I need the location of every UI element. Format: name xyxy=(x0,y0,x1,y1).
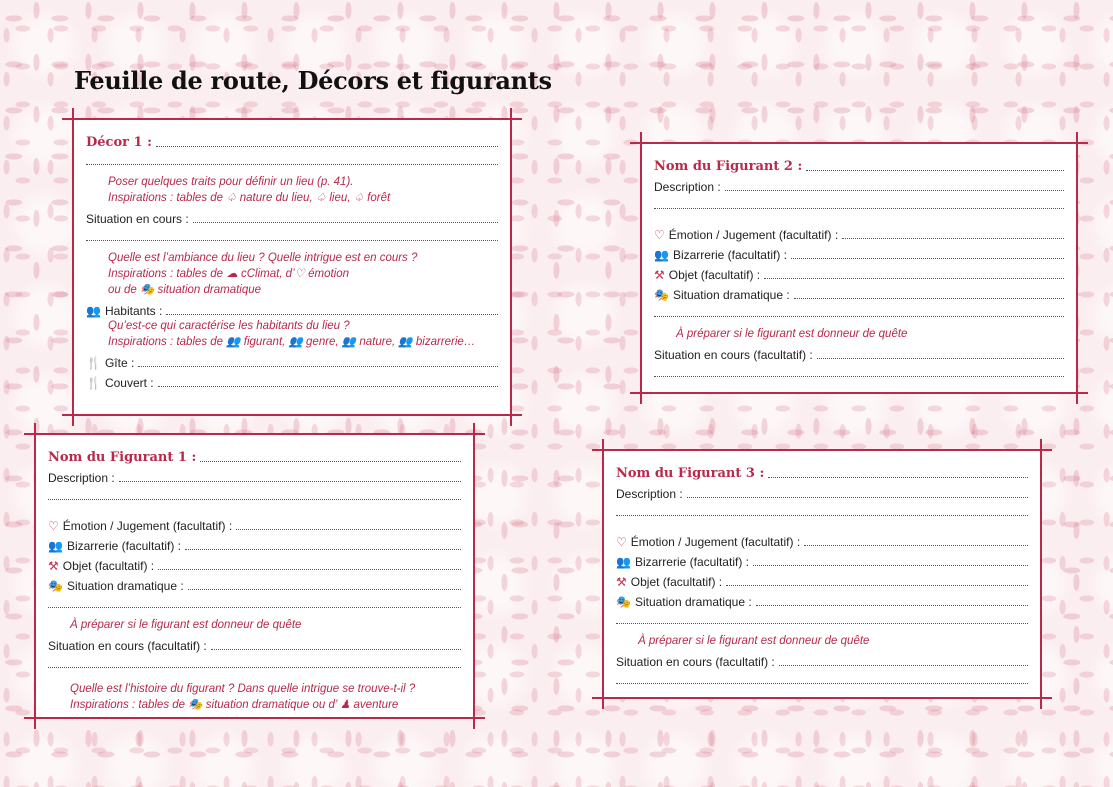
figurant1-situation-dramatique-label: Situation dramatique : xyxy=(66,579,184,593)
decor-title: Décor 1 : xyxy=(86,135,152,150)
figurant3-objet-field[interactable] xyxy=(726,573,1028,586)
decor-gite-label: Gîte : xyxy=(104,356,135,370)
decor-gite-field[interactable] xyxy=(138,354,498,367)
heart-icon: ♡ xyxy=(48,519,59,533)
figurant3-situation-cours-label: Situation en cours (facultatif) : xyxy=(616,655,775,669)
tools-icon: ⚒ xyxy=(48,559,59,573)
decor-habitants-label: Habitants : xyxy=(104,304,163,318)
figurant1-emotion-label: Émotion / Jugement (facultatif) : xyxy=(62,519,233,533)
tools-icon: ⚒ xyxy=(616,575,627,589)
people-icon: 👥 xyxy=(48,539,63,553)
figurant2-card xyxy=(640,142,1078,394)
figurant3-emotion-field[interactable] xyxy=(804,533,1028,546)
figurant3-quest-hint: À préparer si le figurant est donneur de quête xyxy=(638,635,870,647)
figurant2-situation-cours-field-2[interactable] xyxy=(654,364,1064,377)
figurant1-card xyxy=(34,433,475,719)
figurant1-bizarrerie-label: Bizarrerie (facultatif) : xyxy=(66,539,181,553)
decor-hint-2: Quelle est l’ambiance du lieu ? Quelle intrigue est en cours ? Inspirations : tables de ☁ cClimat, d’♡ émotion ou de 🎭 situation dramatique xyxy=(108,252,418,296)
figurant3-title: Nom du Figurant 3 : xyxy=(616,466,765,481)
figurant3-bizarrerie-field[interactable] xyxy=(753,553,1028,566)
figurant2-bizarrerie-label: Bizarrerie (facultatif) : xyxy=(672,248,787,262)
heart-icon: ♡ xyxy=(654,228,665,242)
mask-icon: 🎭 xyxy=(616,595,631,609)
figurant1-situation-cours-field-2[interactable] xyxy=(48,655,461,668)
decor-name-field[interactable] xyxy=(156,134,498,147)
figurant2-description-field[interactable] xyxy=(725,178,1064,191)
figurant2-situation-cours-field[interactable] xyxy=(817,346,1064,359)
mask-icon: 🎭 xyxy=(48,579,63,593)
figurant1-quest-hint: À préparer si le figurant est donneur de quête xyxy=(70,619,302,631)
figurant1-situation-cours-label: Situation en cours (facultatif) : xyxy=(48,639,207,653)
figurant2-description-field-2[interactable] xyxy=(654,196,1064,209)
figurant2-situation-dramatique-field-2[interactable] xyxy=(654,304,1064,317)
mask-icon: 🎭 xyxy=(654,288,669,302)
figurant1-description-field-2[interactable] xyxy=(48,487,461,500)
decor-card xyxy=(72,118,512,416)
figurant1-bizarrerie-field[interactable] xyxy=(185,537,461,550)
figurant3-name-field[interactable] xyxy=(768,465,1028,478)
people-icon: 👥 xyxy=(654,248,669,262)
cutlery-icon: 🍴 xyxy=(86,356,101,370)
figurant2-objet-label: Objet (facultatif) : xyxy=(668,268,761,282)
figurant2-situation-dramatique-label: Situation dramatique : xyxy=(672,288,790,302)
figurant1-name-field[interactable] xyxy=(200,449,461,462)
decor-situation-label: Situation en cours : xyxy=(86,212,189,226)
figurant1-situation-dramatique-field[interactable] xyxy=(188,577,461,590)
figurant2-quest-hint: À préparer si le figurant est donneur de quête xyxy=(676,328,908,340)
figurant3-bizarrerie-label: Bizarrerie (facultatif) : xyxy=(634,555,749,569)
figurant1-story-hint: Quelle est l’histoire du figurant ? Dans quelle intrigue se trouve-t-il ? Inspirations : tables de 🎭 situation dramatique ou d’ ♟ aventure xyxy=(70,683,416,711)
heart-icon: ♡ xyxy=(616,535,627,549)
tools-icon: ⚒ xyxy=(654,268,665,282)
figurant2-emotion-label: Émotion / Jugement (facultatif) : xyxy=(668,228,839,242)
figurant1-situation-cours-field[interactable] xyxy=(211,637,461,650)
people-icon: 👥 xyxy=(86,304,101,318)
figurant3-description-field[interactable] xyxy=(687,485,1028,498)
decor-situation-field[interactable] xyxy=(193,210,498,223)
figurant3-description-label: Description : xyxy=(616,487,683,501)
figurant1-title: Nom du Figurant 1 : xyxy=(48,450,197,465)
figurant2-emotion-field[interactable] xyxy=(842,226,1064,239)
figurant2-situation-dramatique-field[interactable] xyxy=(794,286,1064,299)
figurant2-title: Nom du Figurant 2 : xyxy=(654,159,803,174)
figurant1-description-label: Description : xyxy=(48,471,115,485)
figurant2-name-field[interactable] xyxy=(806,158,1064,171)
decor-couvert-label: Couvert : xyxy=(104,376,154,390)
figurant3-objet-label: Objet (facultatif) : xyxy=(630,575,723,589)
figurant2-situation-cours-label: Situation en cours (facultatif) : xyxy=(654,348,813,362)
figurant1-objet-label: Objet (facultatif) : xyxy=(62,559,155,573)
figurant3-situation-dramatique-label: Situation dramatique : xyxy=(634,595,752,609)
figurant2-description-label: Description : xyxy=(654,180,721,194)
figurant3-situation-dramatique-field[interactable] xyxy=(756,593,1028,606)
decor-hint-3: Qu’est-ce qui caractérise les habitants du lieu ? Inspirations : tables de 👥 figurant, 👥 genre, 👥 nature, 👥 bizarrerie… xyxy=(108,320,476,348)
figurant2-bizarrerie-field[interactable] xyxy=(791,246,1064,259)
figurant3-emotion-label: Émotion / Jugement (facultatif) : xyxy=(630,535,801,549)
figurant1-objet-field[interactable] xyxy=(158,557,461,570)
cutlery-icon: 🍴 xyxy=(86,376,101,390)
decor-couvert-field[interactable] xyxy=(158,374,498,387)
figurant3-situation-dramatique-field-2[interactable] xyxy=(616,611,1028,624)
decor-hint-1: Poser quelques traits pour définir un lieu (p. 41). Inspirations : tables de ♤ nature du lieu, ♤ lieu, ♤ forêt xyxy=(108,176,391,204)
figurant3-card xyxy=(602,449,1042,699)
figurant3-situation-cours-field-2[interactable] xyxy=(616,671,1028,684)
figurant1-emotion-field[interactable] xyxy=(236,517,461,530)
decor-name-field-2[interactable] xyxy=(86,152,498,165)
figurant3-situation-cours-field[interactable] xyxy=(779,653,1028,666)
figurant1-description-field[interactable] xyxy=(119,469,461,482)
people-icon: 👥 xyxy=(616,555,631,569)
figurant1-situation-dramatique-field-2[interactable] xyxy=(48,595,461,608)
figurant3-description-field-2[interactable] xyxy=(616,503,1028,516)
decor-situation-field-2[interactable] xyxy=(86,228,498,241)
decor-habitants-field[interactable] xyxy=(166,302,498,315)
figurant2-objet-field[interactable] xyxy=(764,266,1064,279)
page-title: Feuille de route, Décors et figurants xyxy=(74,66,552,95)
